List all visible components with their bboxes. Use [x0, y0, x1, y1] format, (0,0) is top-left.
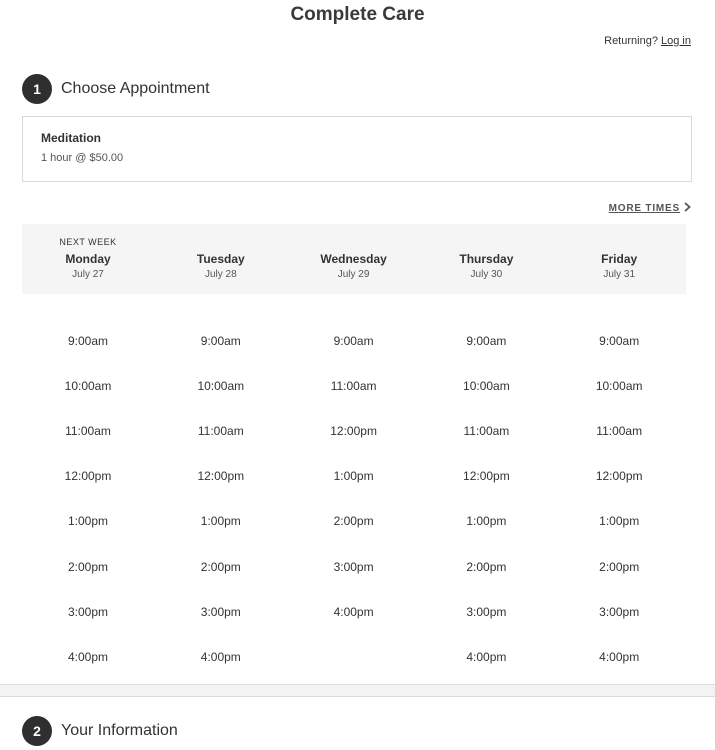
login-link[interactable]: Log in	[661, 35, 691, 47]
time-slot-button[interactable]: 9:00am	[22, 318, 154, 363]
time-slot-button[interactable]: 1:00pm	[22, 499, 154, 544]
step-your-information	[22, 716, 178, 746]
more-times-label: MORE TIMES	[608, 203, 680, 214]
time-slot-button[interactable]: 12:00pm	[22, 454, 154, 499]
time-slot-button[interactable]: 3:00pm	[288, 544, 420, 589]
time-slot-button[interactable]: 12:00pm	[288, 408, 420, 453]
day-name: Thursday	[459, 252, 514, 266]
time-slot-button[interactable]: 2:00pm	[288, 499, 420, 544]
time-slot-button[interactable]: 11:00am	[420, 408, 552, 453]
step-number-badge: 1	[22, 74, 52, 104]
day-name: Wednesday	[320, 252, 387, 266]
time-slot-button[interactable]: 1:00pm	[553, 499, 685, 544]
time-slot-button[interactable]: 3:00pm	[420, 589, 552, 634]
time-slot-button[interactable]: 2:00pm	[22, 544, 154, 589]
time-slot-button[interactable]: 2:00pm	[155, 544, 287, 589]
time-slot-button[interactable]: 3:00pm	[155, 589, 287, 634]
time-slot-button[interactable]: 4:00pm	[553, 634, 685, 679]
day-column-header	[553, 224, 685, 294]
time-slot-button[interactable]: 2:00pm	[553, 544, 685, 589]
day-name: Tuesday	[196, 252, 245, 266]
day-column-header	[22, 224, 154, 294]
time-slot-button[interactable]: 12:00pm	[155, 454, 287, 499]
time-slot-button[interactable]: 11:00am	[288, 363, 420, 408]
appointment-name: Meditation	[41, 131, 101, 145]
day-date: July 27	[72, 269, 104, 280]
next-week-label: NEXT WEEK	[59, 237, 117, 247]
time-slot-column	[288, 318, 420, 634]
day-column-header	[155, 224, 287, 294]
returning-text: Returning?	[604, 35, 658, 47]
day-date: July 29	[337, 269, 370, 280]
time-slot-column	[420, 318, 552, 680]
day-date: July 31	[603, 269, 636, 280]
step-number-badge: 2	[22, 716, 52, 746]
time-slot-button[interactable]: 11:00am	[553, 408, 685, 453]
time-slot-button[interactable]: 11:00am	[22, 408, 154, 453]
time-slot-button[interactable]: 11:00am	[155, 408, 287, 453]
time-slot-button[interactable]: 4:00pm	[420, 634, 552, 679]
time-slot-button[interactable]: 1:00pm	[155, 499, 287, 544]
day-date: July 30	[470, 269, 503, 280]
time-slot-button[interactable]: 9:00am	[155, 318, 287, 363]
day-name: Friday	[601, 252, 638, 266]
more-times-link[interactable]	[609, 202, 691, 215]
time-slot-button[interactable]: 12:00pm	[420, 454, 552, 499]
time-slot-button[interactable]: 4:00pm	[155, 634, 287, 679]
time-slot-button[interactable]: 12:00pm	[553, 454, 685, 499]
time-slot-button[interactable]: 4:00pm	[288, 589, 420, 634]
day-date: July 28	[204, 269, 237, 280]
time-slot-button[interactable]: 10:00am	[553, 363, 685, 408]
time-slot-button[interactable]: 10:00am	[420, 363, 552, 408]
appointment-detail: 1 hour @ $50.00	[41, 152, 124, 164]
time-slot-button[interactable]: 1:00pm	[420, 499, 552, 544]
time-slot-column	[22, 318, 154, 680]
day-column-header	[420, 224, 552, 294]
chevron-right-icon	[684, 202, 691, 215]
day-header-row	[22, 224, 686, 294]
step-title: Choose Appointment	[61, 80, 210, 97]
step-choose-appointment	[22, 74, 210, 104]
time-slot-button[interactable]: 9:00am	[553, 318, 685, 363]
time-slot-button[interactable]: 9:00am	[288, 318, 420, 363]
time-slot-column	[553, 318, 685, 680]
time-slot-button[interactable]: 3:00pm	[553, 589, 685, 634]
time-slot-column	[155, 318, 287, 680]
time-slot-button[interactable]: 3:00pm	[22, 589, 154, 634]
time-slot-button[interactable]: 10:00am	[22, 363, 154, 408]
section-divider	[0, 684, 715, 697]
time-slot-button[interactable]: 10:00am	[155, 363, 287, 408]
time-slot-button[interactable]: 9:00am	[420, 318, 552, 363]
day-column-header	[288, 224, 420, 294]
step-title: Your Information	[61, 722, 178, 739]
page-title: Complete Care	[290, 4, 425, 25]
appointment-summary	[22, 116, 692, 182]
day-name: Monday	[65, 252, 111, 266]
time-slot-button[interactable]: 1:00pm	[288, 454, 420, 499]
time-slot-button[interactable]: 4:00pm	[22, 634, 154, 679]
time-slot-button[interactable]: 2:00pm	[420, 544, 552, 589]
returning-prompt	[604, 35, 691, 47]
